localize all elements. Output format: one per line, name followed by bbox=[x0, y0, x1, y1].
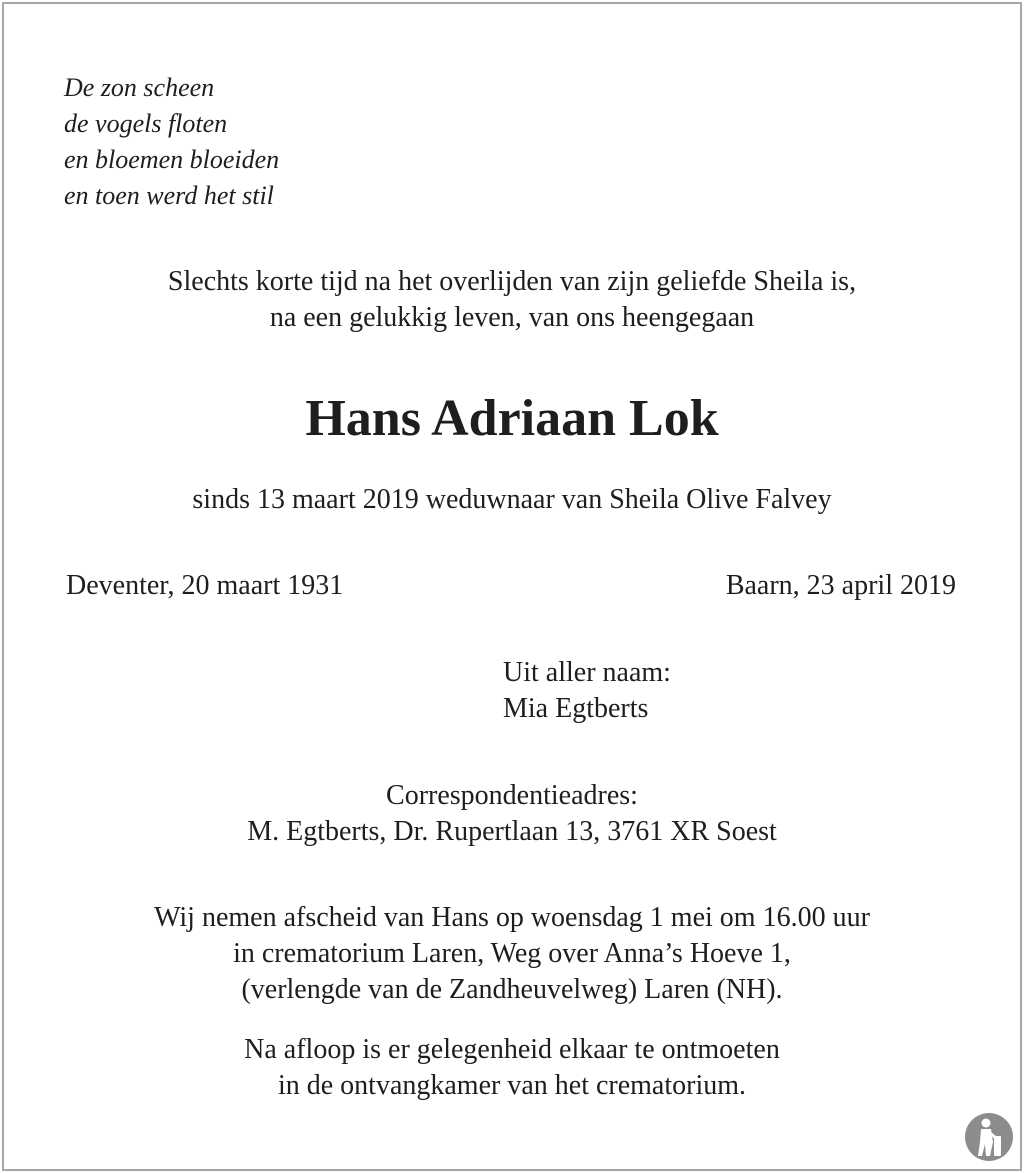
farewell-line: (verlengde van de Zandheuvelweg) Laren (NH). bbox=[241, 974, 783, 1005]
widower-text: sinds 13 maart 2019 weduwnaar van Sheila Olive Falvey bbox=[192, 484, 832, 515]
widower-line bbox=[0, 482, 1024, 518]
reception-line: in de ontvangkamer van het crematorium. bbox=[277, 1070, 747, 1101]
poem-line: en toen werd het stil bbox=[64, 181, 274, 210]
death-place-date: Baarn, 23 april 2019 bbox=[725, 570, 956, 601]
mourning-figure-icon-svg bbox=[964, 1112, 1014, 1162]
correspondence-label: Correspondentieadres: bbox=[386, 780, 638, 811]
poem bbox=[64, 70, 279, 214]
signoff-label: Uit aller naam: bbox=[503, 657, 671, 688]
signoff bbox=[503, 655, 671, 727]
intro-line: na een gelukkig leven, van ons heengegaan bbox=[269, 302, 755, 333]
correspondence-address-line: M. Egtberts, Dr. Rupertlaan 13, 3761 XR Soest bbox=[247, 816, 777, 847]
farewell-line: Wij nemen afscheid van Hans op woensdag 1 mei om 16.00 uur bbox=[154, 902, 870, 933]
poem-line: de vogels floten bbox=[64, 109, 228, 138]
intro-text bbox=[0, 264, 1024, 336]
farewell-details bbox=[0, 900, 1024, 1008]
reception-line: Na afloop is er gelegenheid elkaar te ontmoeten bbox=[244, 1034, 780, 1065]
mourning-figure-icon bbox=[964, 1112, 1014, 1162]
correspondence-address bbox=[0, 778, 1024, 850]
poem-line: en bloemen bloeiden bbox=[64, 145, 280, 174]
deceased-name: Hans Adriaan Lok bbox=[305, 390, 719, 447]
poem-line: De zon scheen bbox=[64, 73, 215, 102]
reception-details bbox=[0, 1032, 1024, 1104]
signoff-signer: Mia Egtberts bbox=[503, 693, 649, 724]
farewell-line: in crematorium Laren, Weg over Anna’s Hoeve 1, bbox=[233, 938, 791, 969]
birth-place-date: Deventer, 20 maart 1931 bbox=[66, 570, 344, 601]
intro-line: Slechts korte tijd na het overlijden van zijn geliefde Sheila is, bbox=[167, 266, 857, 297]
